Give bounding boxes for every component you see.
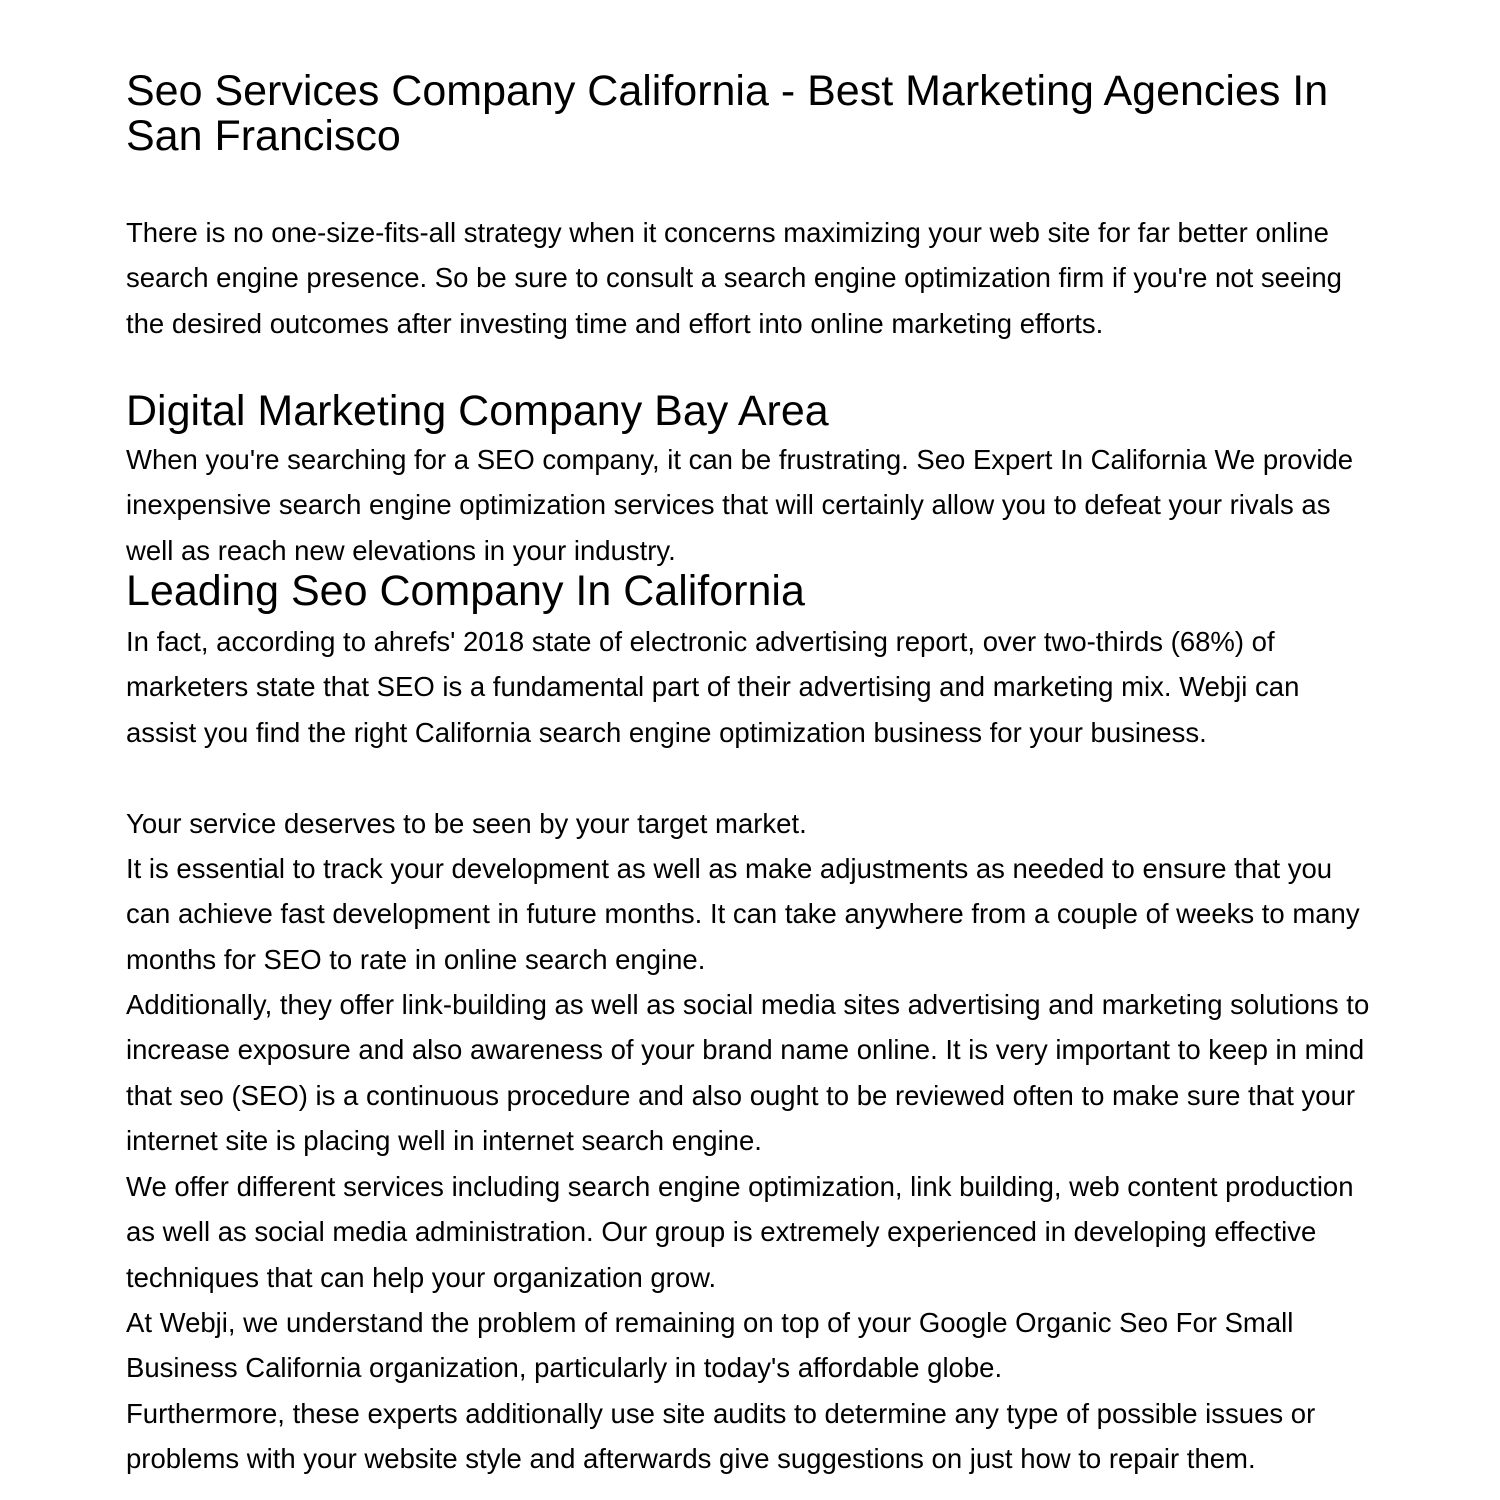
body-paragraph: We offer different services including search engine optimization, link building, web content production as well as social media administration. Our group is extremely experienced in developing effective techniques that can help your organization grow. xyxy=(126,1171,1354,1293)
body-paragraph: Additionally, they offer link-building as well as social media sites advertising and marketing solutions to increase exposure and also awareness of your brand name online. It is very important to keep in mind that seo (SEO) is a continuous procedure and also ought to be reviewed often to make sure that your internet site is placing well in internet search engine. xyxy=(126,989,1370,1157)
intro-paragraph: There is no one-size-fits-all strategy when it concerns maximizing your web site for far better online search engine presence. So be sure to consult a search engine optimization firm if you're not seeing the desired outcomes after investing time and effort into online marketing efforts. xyxy=(126,217,1342,339)
section1-paragraph: When you're searching for a SEO company, it can be frustrating. Seo Expert In California We provide inexpensive search engine optimization services that will certainly allow you to defeat your rivals as well as reach new elevations in your industry. xyxy=(126,444,1354,566)
body-paragraph: At Webji, we understand the problem of remaining on top of your Google Organic Seo For Small Business California organization, particularly in today's affordable globe. xyxy=(126,1307,1294,1384)
body-paragraph: Furthermore, these experts additionally use site audits to determine any type of possible issues or problems with your website style and afterwards give suggestions on just how to repair them. xyxy=(126,1398,1316,1475)
body-paragraph: Your service deserves to be seen by your target market. xyxy=(126,808,807,839)
document-title: Seo Services Company California - Best Marketing Agencies In San Francisco xyxy=(126,67,1329,160)
section-heading-digital-marketing: Digital Marketing Company Bay Area xyxy=(126,387,829,435)
body-paragraph: In fact, according to ahrefs' 2018 state of electronic advertising report, over two-thirds (68%) of marketers state that SEO is a fundamental part of their advertising and marketing mix. Webji can assist you find the right California search engine optimization business for your business. xyxy=(126,626,1300,748)
body-paragraph: It is essential to track your development as well as make adjustments as needed to ensure that you can achieve fast development in future months. It can take anywhere from a couple of weeks to many months for SEO to rate in online search engine. xyxy=(126,853,1360,975)
section-heading-leading-seo: Leading Seo Company In California xyxy=(126,567,805,615)
